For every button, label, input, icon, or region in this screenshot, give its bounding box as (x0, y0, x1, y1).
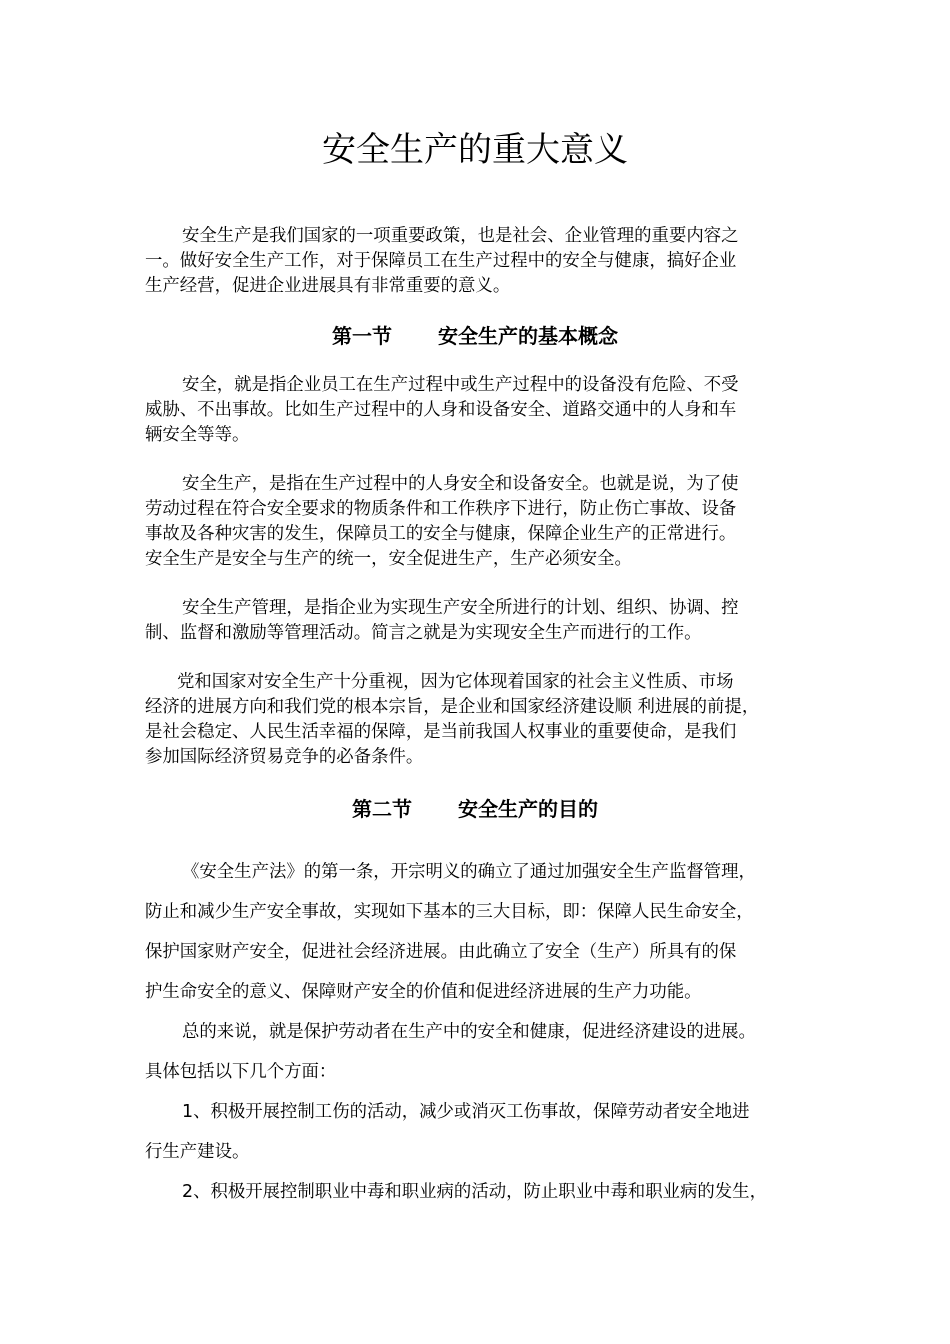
paragraph-line: 安全，就是指企业员工在生产过程中或生产过程中的设备没有危险、不受 (182, 375, 739, 395)
paragraph-line: 具体包括以下几个方面： (145, 1062, 337, 1082)
intro-line: 生产经营，促进企业进展具有非常重要的意义。 (145, 276, 511, 296)
paragraph-line: 《安全生产法》的第一条，开宗明义的确立了通过加强安全生产监督管理， (182, 862, 756, 882)
paragraph-line: 党和国家对安全生产十分重视，因为它体现着国家的社会主义性质、市场 (177, 672, 734, 692)
section1-paragraph-4 (145, 670, 813, 770)
intro-line: 一。做好安全生产工作，对于保障员工在生产过程中的安全与健康，搞好企业 (145, 251, 737, 271)
paragraph-line: 辆安全等等。 (145, 425, 250, 445)
document-title: 安全生产的重大意义 (322, 130, 628, 170)
paragraph-line: 防止和减少生产安全事故，实现如下基本的三大目标，即：保障人民生命安全， (145, 902, 754, 922)
section1-name: 安全生产的基本概念 (438, 324, 618, 348)
intro-line: 安全生产是我们国家的一项重要政策，也是社会、企业管理的重要内容之 (182, 226, 739, 246)
paragraph-line: 制、监督和激励等管理活动。简言之就是为实现安全生产而进行的工作。 (145, 623, 702, 643)
paragraph-line: 行生产建设。 (145, 1142, 250, 1162)
section2-heading (0, 795, 950, 823)
paragraph-line: 安全生产是安全与生产的统一，安全促进生产，生产必须安全。 (145, 549, 632, 569)
paragraph-line: 经济的进展方向和我们党的根本宗旨，是企业和国家经济建设顺 利进展的前提， (145, 697, 760, 717)
paragraph-line: 参加国际经济贸易竞争的必备条件。 (145, 747, 424, 767)
section2-name: 安全生产的目的 (458, 797, 598, 821)
paragraph-line: 2、积极开展控制职业中毒和职业病的活动，防止职业中毒和职业病的发生， (182, 1182, 767, 1202)
paragraph-line: 保护国家财产安全，促进社会经济进展。由此确立了安全（生产）所具有的保 (145, 942, 737, 962)
intro-paragraph (145, 224, 813, 299)
paragraph-line: 总的来说，就是保护劳动者在生产中的安全和健康，促进经济建设的进展。 (182, 1022, 756, 1042)
paragraph-line: 安全生产管理，是指企业为实现生产安全所进行的计划、组织、协调、控 (182, 598, 739, 618)
paragraph-line: 1、积极开展控制工伤的活动，减少或消灭工伤事故，保障劳动者安全地进 (182, 1102, 750, 1122)
section2-number: 第二节 (352, 797, 412, 821)
section1-number: 第一节 (332, 324, 392, 348)
section1-paragraph-1 (145, 373, 813, 448)
paragraph-line: 威胁、不出事故。比如生产过程中的人身和设备安全、道路交通中的人身和车 (145, 400, 737, 420)
paragraph-line: 护生命安全的意义、保障财产安全的价值和促进经济进展的生产力功能。 (145, 982, 702, 1002)
paragraph-line: 事故及各种灾害的发生，保障员工的安全与健康，保障企业生产的正常进行。 (145, 524, 737, 544)
section1-paragraph-2 (145, 472, 813, 572)
paragraph-line: 是社会稳定、人民生活幸福的保障，是当前我国人权事业的重要使命，是我们 (145, 722, 737, 742)
section1-heading (0, 322, 950, 350)
section1-paragraph-3 (145, 596, 813, 646)
paragraph-line: 劳动过程在符合安全要求的物质条件和工作秩序下进行，防止伤亡事故、设备 (145, 499, 737, 519)
section2-body (145, 852, 813, 1212)
paragraph-line: 安全生产，是指在生产过程中的人身安全和设备安全。也就是说，为了使 (182, 474, 739, 494)
